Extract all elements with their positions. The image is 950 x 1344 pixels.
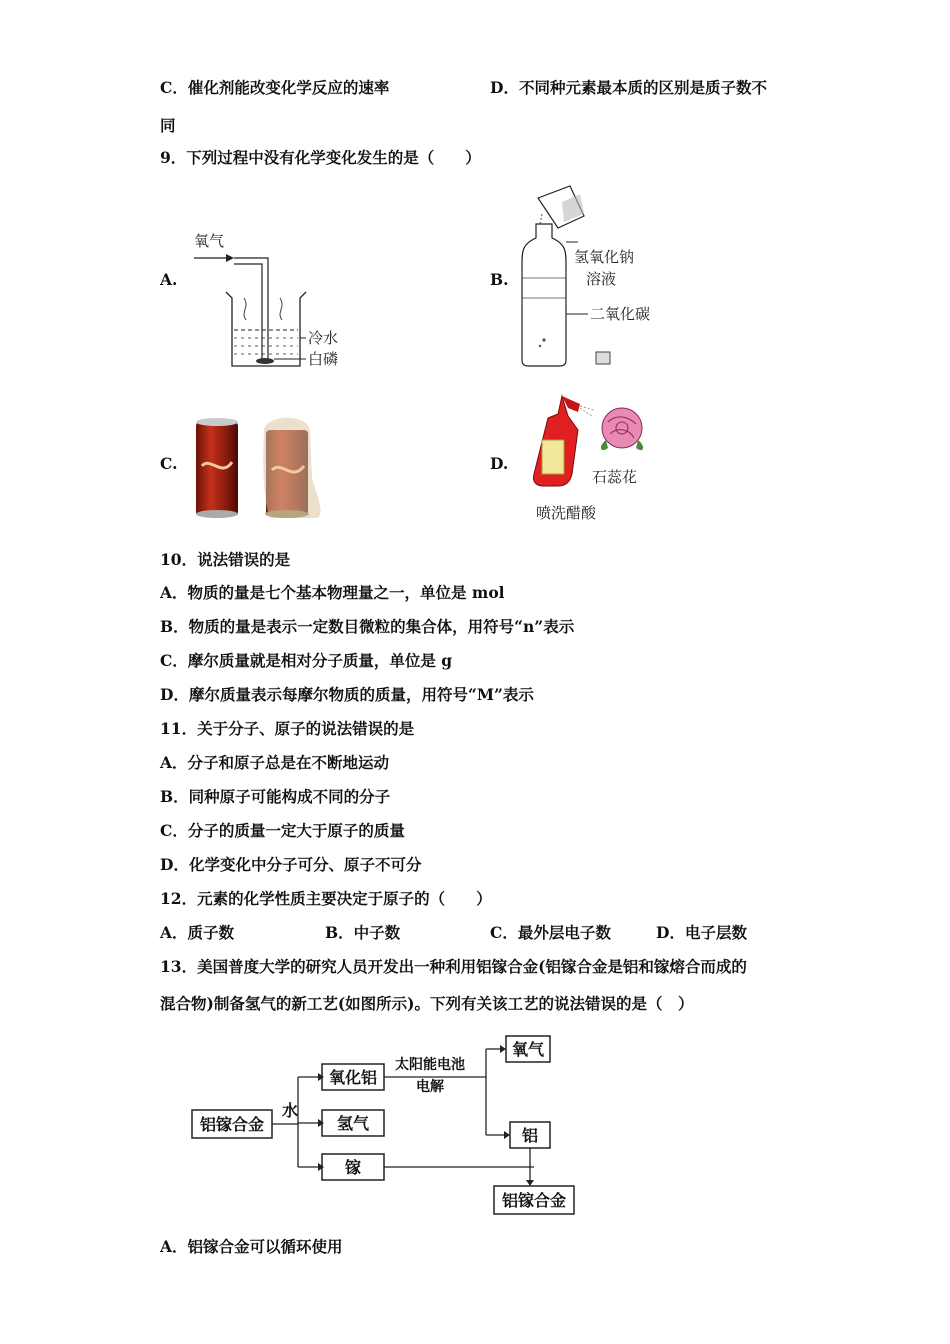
q9-figure-c [192,408,332,523]
q12-option-d: D．电子层数 [656,923,747,942]
q9-label-b: B. [490,270,509,289]
q9-stem: 9．下列过程中没有化学变化发生的是（ ） [160,148,481,167]
q11-option-d: D．化学变化中分子可分、原子不可分 [160,855,422,874]
q8-option-c: C．催化剂能改变化学反应的速率 [160,78,390,97]
q9-label-d: D. [490,454,509,473]
q10-option-d: D．摩尔质量表示每摩尔物质的质量，用符号“M”表示 [160,685,534,704]
q9-figure-b [518,180,678,370]
process-label-line1: 太阳能电池 [395,1057,465,1073]
litmus-flower-icon [601,408,643,450]
process-label-line2: 电解 [416,1079,444,1095]
q12-stem: 12．元素的化学性质主要决定于原子的（ ） [160,889,492,908]
spray-acetic-acid-label: 喷洗醋酸 [536,504,597,522]
box-hydrogen-label: 氢气 [336,1114,370,1133]
q9-label-a: A. [160,270,178,289]
q13-stem-line2: 混合物)制备氢气的新工艺(如图所示)。下列有关该工艺的说法错误的是（ ） [160,994,694,1013]
q11-option-b: B．同种原子可能构成不同的分子 [160,787,391,806]
q12-option-c: C．最外层电子数 [490,923,611,942]
litmus-flower-label: 石蕊花 [592,468,638,486]
q9-figure-a [188,228,368,373]
q13-stem-line1: 13．美国普度大学的研究人员开发出一种利用铝镓合金(铝镓合金是铝和镓熔合而成的 [160,957,747,976]
box-alumina-label: 氧化铝 [328,1068,378,1087]
q11-stem: 11．关于分子、原子的说法错误的是 [160,719,415,738]
q8-option-d-cont: 同 [160,116,176,135]
q11-option-c: C．分子的质量一定大于原子的质量 [160,821,405,840]
box-aluminum-label: 铝 [521,1126,539,1145]
q10-option-c: C．摩尔质量就是相对分子质量，单位是 g [160,651,453,670]
box-gallium-label: 镓 [344,1158,362,1177]
water-label: 水 [282,1101,299,1120]
naoh-label-line2: 溶液 [586,270,617,288]
q9-label-c: C. [160,454,178,473]
q10-stem: 10．说法错误的是 [160,550,291,569]
q11-option-a: A．分子和原子总是在不断地运动 [160,753,390,772]
co2-label: 二氧化碳 [590,305,651,323]
naoh-label-line1: 氢氧化钠 [574,248,635,266]
box-alloy-label: 铝镓合金 [199,1115,265,1134]
q12-option-b: B．中子数 [325,923,401,942]
white-phosphorus-label: 白磷 [308,350,339,368]
q8-option-d: D．不同种元素最本质的区别是质子数不 [490,78,767,97]
q13-flow-diagram [188,1030,588,1220]
box-oxygen-label: 氧气 [511,1040,545,1059]
box-alloy-out-label: 铝镓合金 [501,1191,567,1210]
soda-can-icon [196,422,238,516]
q12-option-a: A．质子数 [160,923,235,942]
q10-option-b: B．物质的量是表示一定数目微粒的集合体，用符号“n”表示 [160,617,575,636]
oxygen-label: 氧气 [194,232,225,250]
q13-option-a: A．铝镓合金可以循环使用 [160,1237,343,1256]
cold-water-label: 冷水 [308,329,339,347]
q10-option-a: A．物质的量是七个基本物理量之一，单位是 mol [160,583,505,602]
q9-figure-d [528,390,668,525]
